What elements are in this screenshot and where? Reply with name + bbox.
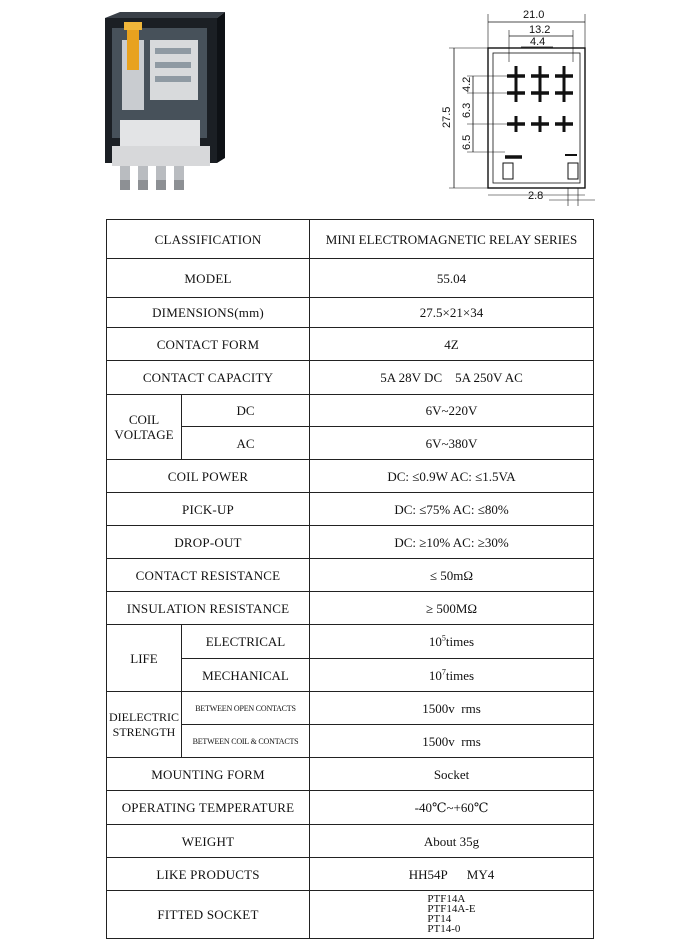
coil-power-value: DC: ≤0.9W AC: ≤1.5VA xyxy=(310,460,594,493)
row-mounting-form xyxy=(107,758,594,791)
model-value: 55.04 xyxy=(310,259,594,298)
row-contact-capacity xyxy=(107,361,594,395)
life-mechanical-unit: times xyxy=(445,667,475,683)
dim-pitch-inner: 4.4 xyxy=(530,36,546,48)
pick-up-value: DC: ≤75% AC: ≤80% xyxy=(310,493,594,526)
dimensions-label: DIMENSIONS(mm) xyxy=(107,298,310,328)
mounting-form-label: MOUNTING FORM xyxy=(107,758,310,791)
dielectric-open-value: 1500v rms xyxy=(310,692,594,725)
relay-photo xyxy=(100,10,225,200)
mounting-form-value: Socket xyxy=(310,758,594,791)
row-pick-up xyxy=(107,493,594,526)
weight-label: WEIGHT xyxy=(107,825,310,858)
insulation-resistance-label: INSULATION RESISTANCE xyxy=(107,592,310,625)
dimensions-value: 27.5×21×34 xyxy=(310,298,594,328)
like-products-label: LIKE PRODUCTS xyxy=(107,858,310,891)
row-drop-out xyxy=(107,526,594,559)
life-electrical-value xyxy=(310,625,594,659)
fitted-socket-item: PT14-0 xyxy=(427,923,461,935)
contact-form-label: CONTACT FORM xyxy=(107,328,310,361)
fitted-socket-item: PTF14A-E xyxy=(427,903,476,915)
row-life-electrical xyxy=(107,625,594,659)
row-dimensions xyxy=(107,298,594,328)
drop-out-value: DC: ≥10% AC: ≥30% xyxy=(310,526,594,559)
coil-power-label: COIL POWER xyxy=(107,460,310,493)
contact-capacity-value: 5A 28V DC 5A 250V AC xyxy=(310,361,594,395)
life-mechanical-label: MECHANICAL xyxy=(182,659,310,692)
coil-voltage-ac-label: AC xyxy=(182,427,310,460)
row-weight xyxy=(107,825,594,858)
dimension-drawing xyxy=(425,0,600,210)
row-model xyxy=(107,259,594,298)
row-contact-form xyxy=(107,328,594,361)
dielectric-open-label: BETWEEN OPEN CONTACTS xyxy=(182,692,310,725)
life-mechanical-exp: 7 xyxy=(441,667,446,677)
drop-out-label: DROP-OUT xyxy=(107,526,310,559)
life-electrical-exp: 5 xyxy=(441,633,446,643)
coil-voltage-label-line1: COIL xyxy=(128,412,160,427)
fitted-socket-label: FITTED SOCKET xyxy=(107,891,310,939)
row-dielectric-open xyxy=(107,692,594,725)
row-operating-temperature xyxy=(107,791,594,825)
life-electrical-label: ELECTRICAL xyxy=(182,625,310,659)
row-contact-resistance xyxy=(107,559,594,592)
dim-pitch-outer: 13.2 xyxy=(529,24,551,36)
spec-table xyxy=(106,219,594,939)
coil-voltage-label xyxy=(107,395,182,460)
contact-resistance-label: CONTACT RESISTANCE xyxy=(107,559,310,592)
dim-width: 21.0 xyxy=(523,9,545,21)
contact-form-value: 4Z xyxy=(310,328,594,361)
dim-height: 27.5 xyxy=(441,106,453,128)
life-label: LIFE xyxy=(107,625,182,692)
dim-row1: 4.2 xyxy=(461,76,473,92)
contact-resistance-value: ≤ 50mΩ xyxy=(310,559,594,592)
coil-voltage-dc-label: DC xyxy=(182,395,310,427)
dielectric-label xyxy=(107,692,182,758)
dielectric-coil-value: 1500v rms xyxy=(310,725,594,758)
dielectric-label-line2: STRENGTH xyxy=(112,724,176,739)
contact-capacity-label: CONTACT CAPACITY xyxy=(107,361,310,395)
coil-voltage-dc-value: 6V~220V xyxy=(310,395,594,427)
fitted-socket-value xyxy=(310,891,594,939)
coil-voltage-ac-value: 6V~380V xyxy=(310,427,594,460)
coil-voltage-label-line2: VOLTAGE xyxy=(114,427,174,442)
life-mechanical-base: 10 xyxy=(428,667,442,683)
weight-value: About 35g xyxy=(310,825,594,858)
row-classification xyxy=(107,220,594,259)
operating-temperature-value: -40℃~+60℃ xyxy=(310,791,594,825)
dim-row3: 6.5 xyxy=(461,134,473,150)
fitted-socket-item: PTF14A xyxy=(427,893,466,905)
row-coil-power xyxy=(107,460,594,493)
insulation-resistance-value: ≥ 500MΩ xyxy=(310,592,594,625)
classification-label: CLASSIFICATION xyxy=(107,220,310,259)
life-electrical-unit: times xyxy=(445,634,475,649)
row-fitted-socket xyxy=(107,891,594,939)
life-electrical-base: 10 xyxy=(428,634,442,649)
pick-up-label: PICK-UP xyxy=(107,493,310,526)
fitted-socket-list xyxy=(427,894,475,934)
dim-row2: 6.3 xyxy=(461,102,473,118)
row-insulation-resistance xyxy=(107,592,594,625)
row-coil-voltage-dc xyxy=(107,395,594,427)
life-mechanical-value xyxy=(310,659,594,692)
row-like-products xyxy=(107,858,594,891)
classification-value: MINI ELECTROMAGNETIC RELAY SERIES xyxy=(310,220,594,259)
fitted-socket-item: PT14 xyxy=(427,913,452,925)
like-products-value: HH54P MY4 xyxy=(310,858,594,891)
dielectric-coil-label: BETWEEN COIL & CONTACTS xyxy=(182,725,310,758)
dielectric-label-line1: DIELECTRIC xyxy=(109,709,179,724)
operating-temperature-label: OPERATING TEMPERATURE xyxy=(107,791,310,825)
dim-bottom: 2.8 xyxy=(528,190,544,202)
model-label: MODEL xyxy=(107,259,310,298)
